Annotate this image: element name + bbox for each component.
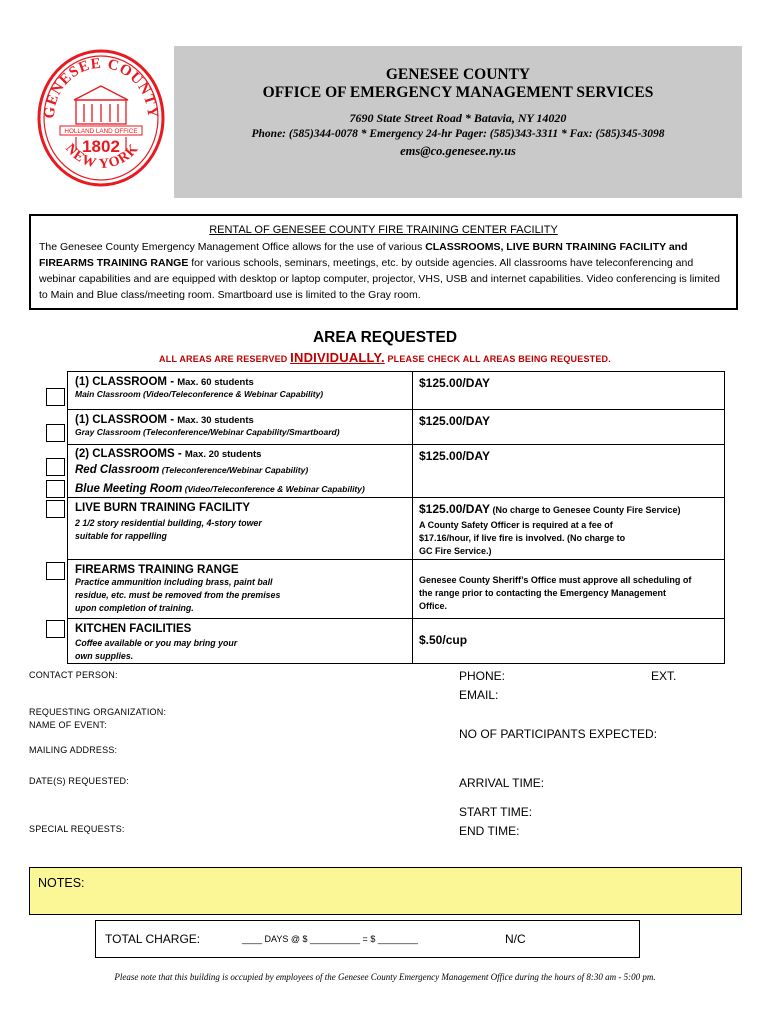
org-phones: Phone: (585)344-0078 * Emergency 24-hr Pager: (585)343-3311 * Fax: (585)345-3098 [251, 128, 665, 140]
gray-classroom-label: (1) CLASSROOM - Max. 30 students [75, 414, 254, 426]
participants-label: NO OF PARTICIPANTS EXPECTED: [459, 727, 658, 741]
org-name: GENESEE COUNTY [385, 66, 531, 83]
live-burn-price: $125.00/DAY (No charge to Genesee County Fire Service) [419, 502, 681, 516]
footer-note: Please note that this building is occupied by employees of the Genesee County Emergency Management Office during the hours of 8:30 am - 5:00 pm. [114, 972, 656, 982]
rental-title: RENTAL OF GENESEE COUNTY FIRE TRAINING CENTER FACILITY [209, 224, 558, 236]
seal-year: 1802 [82, 137, 120, 156]
live-burn-desc: 2 1/2 story residential building, 4-story tower suitable for rappelling [75, 518, 262, 541]
checkbox-firearms-range[interactable] [46, 562, 65, 580]
table-row [68, 619, 724, 663]
total-charge-formula: ____ DAYS @ $ __________ = $ ________ [242, 934, 418, 944]
checkbox-kitchen[interactable] [46, 620, 65, 638]
mailing-address-label: MAILING ADDRESS: [29, 745, 118, 755]
notes-label: NOTES: [38, 876, 85, 890]
end-time-label: END TIME: [459, 824, 520, 838]
table-row [68, 560, 724, 619]
org-department: OFFICE OF EMERGENCY MANAGEMENT SERVICES [262, 84, 654, 101]
gray-classroom-price: $125.00/DAY [419, 414, 490, 428]
kitchen-label: KITCHEN FACILITIES [75, 623, 192, 635]
area-table [67, 371, 725, 664]
live-burn-note: A County Safety Officer is required at a fee of $17.16/hour, if live fire is involved. (No charge to GC Fire Service.) [419, 520, 626, 556]
blue-meeting-room-label: Blue Meeting Room (Video/Teleconference & Webinar Capability) [75, 483, 365, 495]
total-charge-label: TOTAL CHARGE: [105, 932, 201, 946]
contact-person-label: CONTACT PERSON: [29, 670, 118, 680]
letterhead [174, 46, 742, 198]
checkbox-gray-classroom[interactable] [46, 424, 65, 442]
kitchen-desc: Coffee available or you may bring your own supplies. [75, 638, 238, 661]
special-requests-label: SPECIAL REQUESTS: [29, 824, 125, 834]
org-address: 7690 State Street Road * Batavia, NY 14020 [349, 111, 567, 125]
table-row [68, 410, 724, 445]
rental-info-box [29, 214, 738, 310]
start-time-label: START TIME: [459, 805, 533, 819]
email-label: EMAIL: [459, 688, 499, 702]
main-classroom-price: $125.00/DAY [419, 376, 490, 390]
requesting-org-label: REQUESTING ORGANIZATION: [29, 707, 167, 717]
area-requested-heading: AREA REQUESTED [312, 329, 458, 346]
dates-requested-label: DATE(S) REQUESTED: [29, 776, 129, 786]
two-classrooms-label: (2) CLASSROOMS - Max. 20 students [75, 448, 262, 460]
total-charge-nc: N/C [505, 932, 526, 946]
ext-label: EXT. [651, 669, 677, 683]
seal-bottom-text: NEW YORK [62, 141, 142, 173]
live-burn-label: LIVE BURN TRAINING FACILITY [75, 502, 251, 514]
notes-field[interactable] [29, 867, 742, 915]
area-requested-instructions: ALL AREAS ARE RESERVED INDIVIDUALLY. PLEASE CHECK ALL AREAS BEING REQUESTED. [159, 350, 611, 365]
total-charge-box [95, 920, 640, 958]
county-seal-logo [36, 48, 166, 188]
checkbox-red-classroom[interactable] [46, 458, 65, 476]
arrival-time-label: ARRIVAL TIME: [459, 776, 545, 790]
kitchen-price: $.50/cup [419, 633, 468, 647]
main-classroom-label: (1) CLASSROOM - Max. 60 students [75, 376, 254, 388]
phone-label: PHONE: [459, 669, 506, 683]
firearms-range-note: Genesee County Sheriff’s Office must approve all scheduling of the range prior to contacting the Emergency Management Office. [419, 575, 692, 611]
seal-top-text: GENESEE COUNTY [41, 55, 161, 120]
firearms-range-label: FIREARMS TRAINING RANGE [75, 564, 239, 576]
gray-classroom-desc: Gray Classroom (Teleconference/Webinar Capability/Smartboard) [75, 427, 340, 437]
checkbox-live-burn[interactable] [46, 500, 65, 518]
event-name-label: NAME OF EVENT: [29, 720, 107, 730]
checkbox-main-classroom[interactable] [46, 388, 65, 406]
main-classroom-desc: Main Classroom (Video/Teleconference & Webinar Capability) [75, 389, 324, 399]
rental-description: The Genesee County Emergency Management Office allows for the use of various CLASSROOMS, LIVE BURN TRAINING FACILITY and FIREARMS TRAINING RANGE for various schools, seminars, meetings, etc. by outside agencies. All classrooms have teleconferencing and webinar capabilities and are equipped with desktop or laptop computer, projector, VHS, USB and internet capabilities. Video conferencing is limited to Main and Blue class/meeting room. Smartboard use is limited to the Gray room. [39, 241, 720, 301]
seal-building-label: HOLLAND LAND OFFICE [64, 128, 138, 135]
org-email: ems@co.genesee.ny.us [400, 144, 516, 158]
firearms-range-desc: Practice ammunition including brass, paint ball residue, etc. must be removed from the premises upon completion of training. [75, 577, 281, 613]
two-classrooms-price: $125.00/DAY [419, 449, 490, 463]
table-row [68, 372, 724, 410]
red-classroom-label: Red Classroom (Teleconference/Webinar Capability) [75, 464, 309, 476]
checkbox-blue-meeting-room[interactable] [46, 480, 65, 498]
table-row [68, 498, 724, 560]
table-row [68, 445, 724, 498]
